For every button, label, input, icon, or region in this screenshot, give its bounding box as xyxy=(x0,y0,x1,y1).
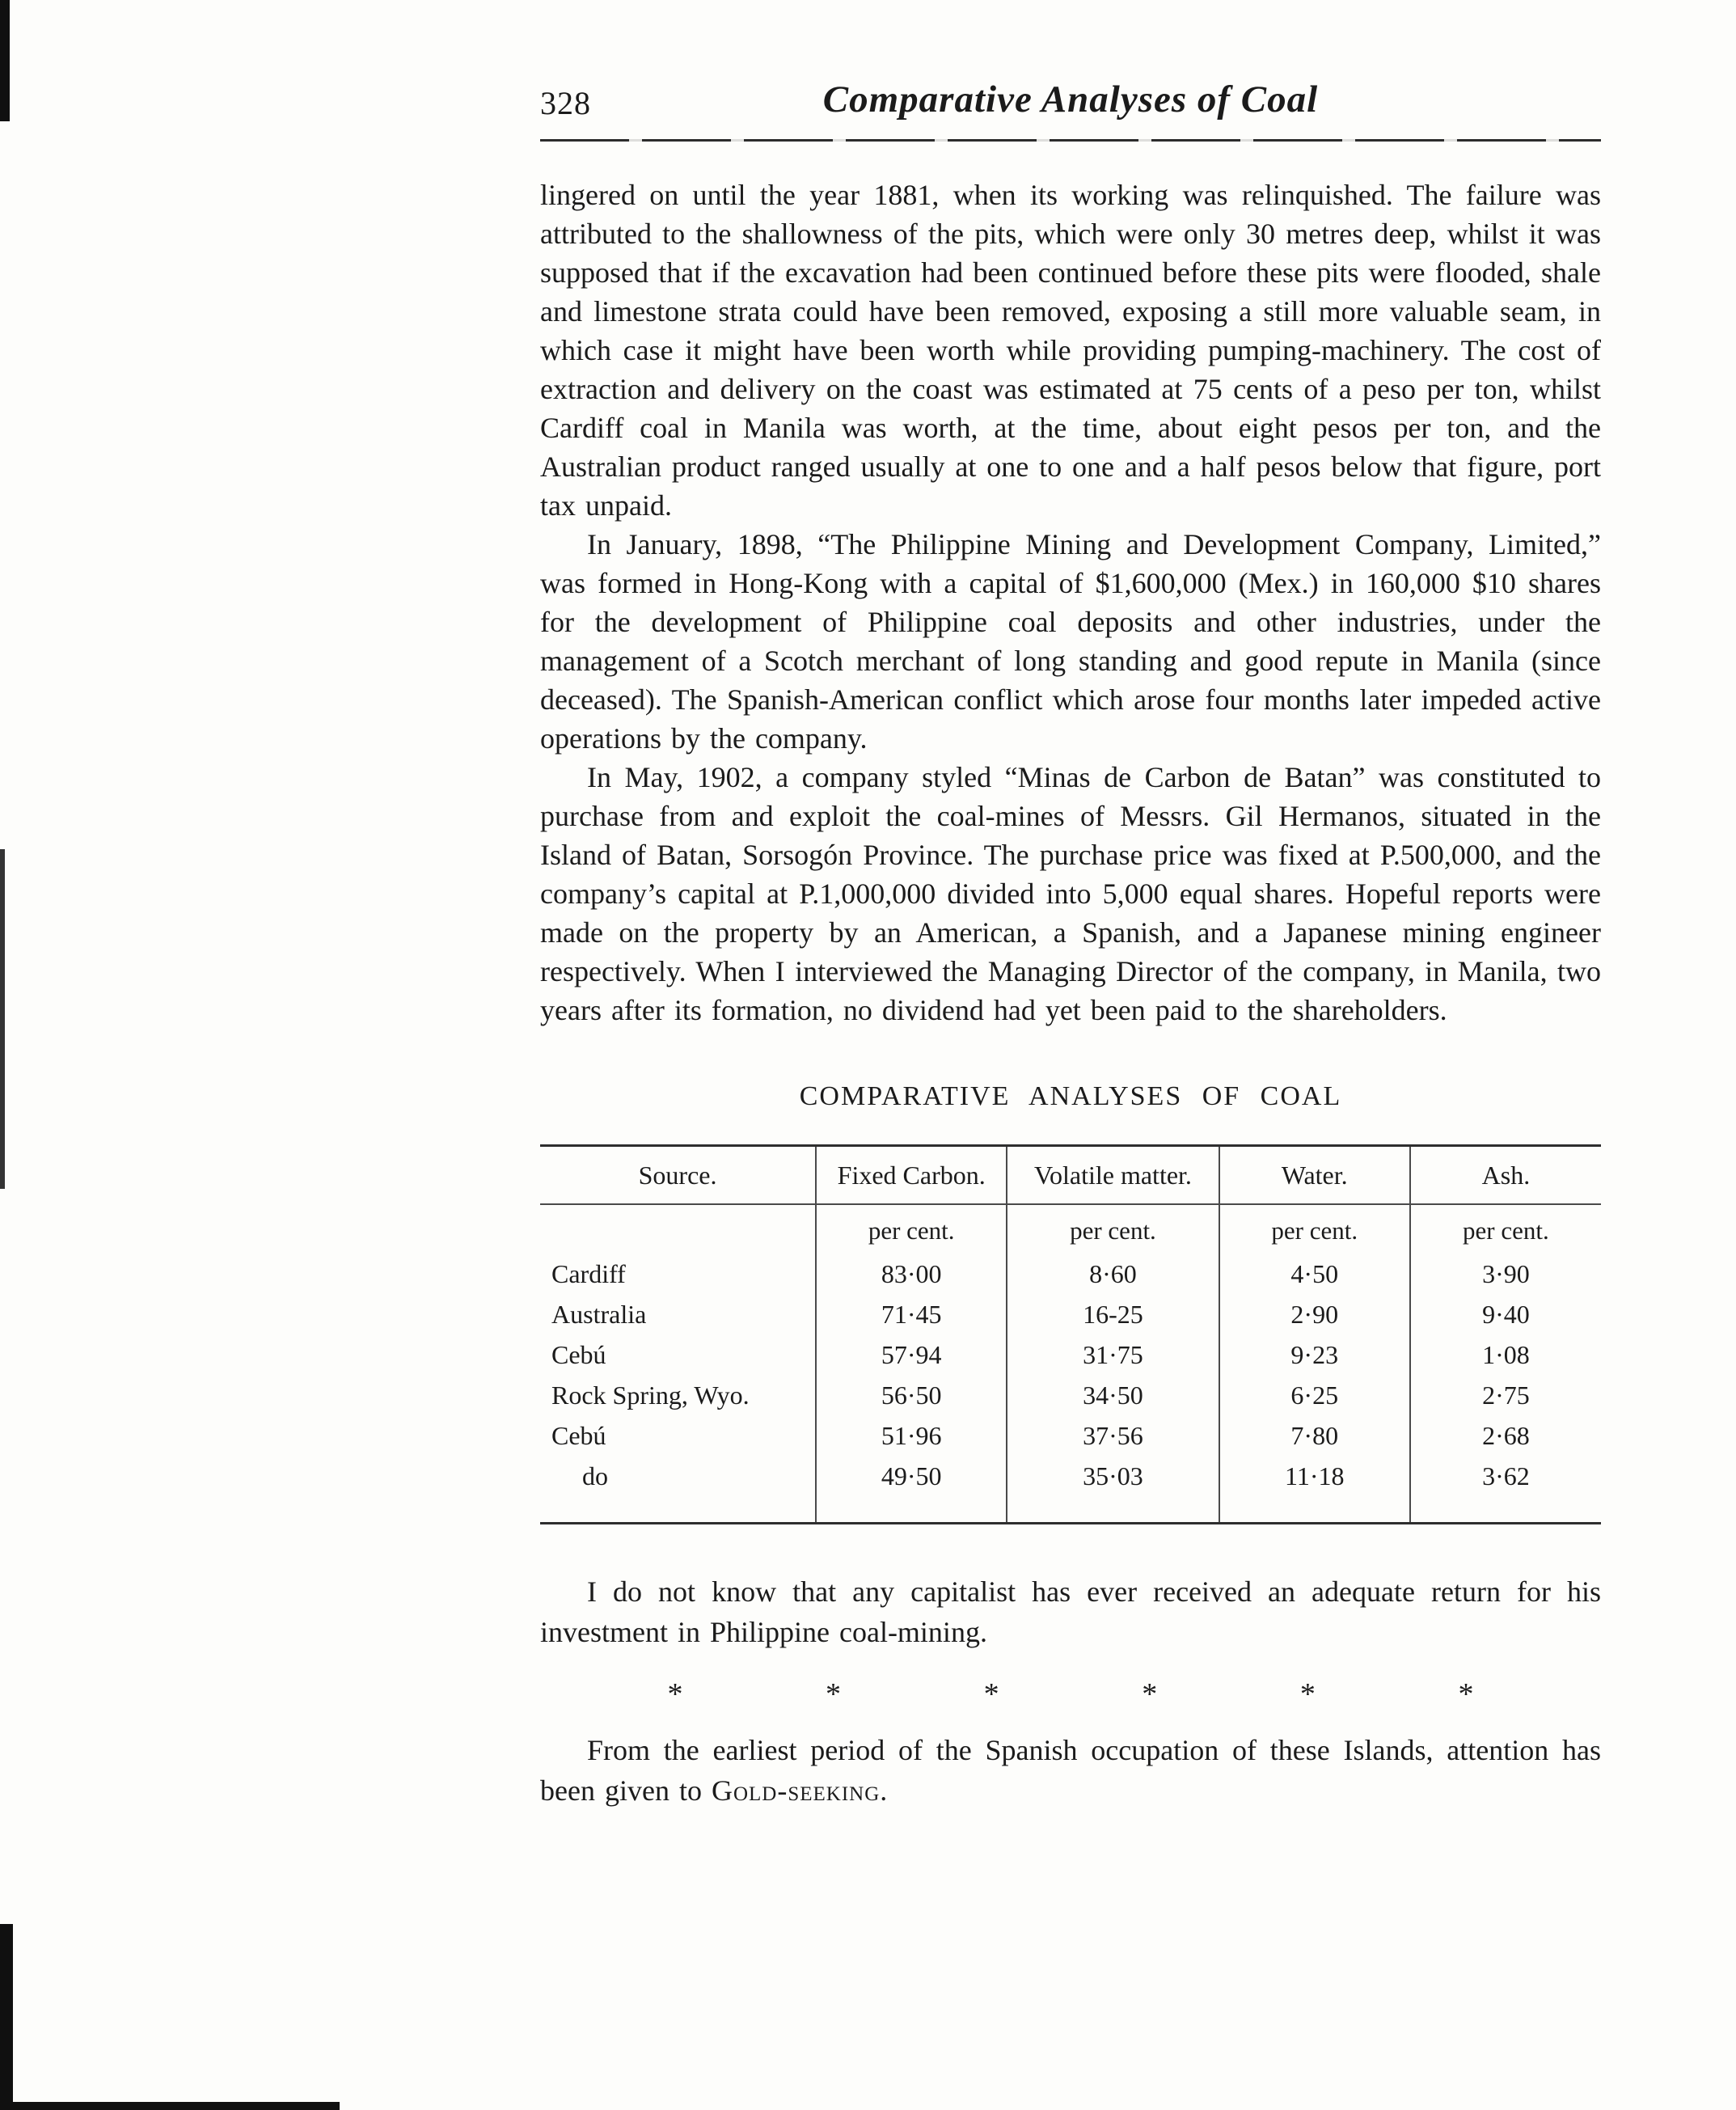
table-header-row xyxy=(540,1146,1601,1205)
table-title: COMPARATIVE ANALYSES OF COAL xyxy=(799,1081,1342,1111)
value-cell: 2·68 xyxy=(1410,1415,1601,1456)
column-header-ash: Ash. xyxy=(1410,1146,1601,1205)
page-content xyxy=(540,78,1601,1811)
body-text xyxy=(540,175,1601,1030)
value-cell: 9·40 xyxy=(1410,1294,1601,1334)
paragraph-text: . xyxy=(880,1774,888,1808)
column-header-volatile-matter: Volatile matter. xyxy=(1007,1146,1219,1205)
table-unit-row xyxy=(540,1204,1601,1254)
source-cell: Australia xyxy=(551,1300,647,1330)
value-cell: 6·25 xyxy=(1219,1375,1410,1415)
column-header-fixed-carbon: Fixed Carbon. xyxy=(816,1146,1007,1205)
paragraph xyxy=(540,1730,1601,1811)
source-cell: Cebú xyxy=(551,1340,606,1370)
table-row xyxy=(540,1294,1601,1334)
value-cell: 11·18 xyxy=(1219,1456,1410,1524)
source-cell: Cebú xyxy=(551,1421,606,1451)
value-cell: 37·56 xyxy=(1007,1415,1219,1456)
source-cell: Cardiff xyxy=(551,1259,626,1289)
value-cell: 3·62 xyxy=(1410,1456,1601,1524)
value-cell: 56·50 xyxy=(816,1375,1007,1415)
paragraph: In January, 1898, “The Philippine Mining and Development Company, Limited,” was formed in Hong-Kong with a capital of $1,600,000 (Mex.) in 160,000 $10 shares for the development of Philippine coal deposits and other industries, under the management of a Scotch merchant of long standing and good repute in Manila (since deceased). The Spanish-American conflict which arose four months later impeded active operations by the company. xyxy=(540,528,1601,755)
unit-cell: per cent. xyxy=(816,1204,1007,1254)
scan-artifact xyxy=(0,849,5,1189)
closing-text xyxy=(540,1571,1601,1811)
value-cell: 16-25 xyxy=(1007,1294,1219,1334)
running-title: Comparative Analyses of Coal xyxy=(822,78,1319,121)
value-cell: 71·45 xyxy=(816,1294,1007,1334)
value-cell: 49·50 xyxy=(816,1456,1007,1524)
paragraph: I do not know that any capitalist has ever received an adequate return for his investment in Philippine coal-mining. xyxy=(540,1575,1601,1649)
value-cell: 2·90 xyxy=(1219,1294,1410,1334)
paragraph-text: From the earliest period of the Spanish occupation of these Islands, attention has been given to xyxy=(540,1734,1601,1808)
value-cell: 34·50 xyxy=(1007,1375,1219,1415)
coal-table-section xyxy=(540,1081,1601,1524)
value-cell: 8·60 xyxy=(1007,1254,1219,1294)
paragraph: In May, 1902, a company styled “Minas de Carbon de Batan” was constituted to purchase from and exploit the coal-mines of Messrs. Gil Hermanos, situated in the Island of Batan, Sorsogón Province. The purchase price was fixed at P.500,000, and the company’s capital at P.1,000,000 divided into 5,000 equal shares. Hopeful reports were made on the property by an American, a Spanish, and a Japanese mining engineer respectively. When I interviewed the Managing Director of the company, in Manila, two years after its formation, no dividend had yet been paid to the shareholders. xyxy=(540,761,1601,1026)
source-cell: do xyxy=(582,1461,608,1491)
page-number: 328 xyxy=(540,85,591,121)
value-cell: 57·94 xyxy=(816,1334,1007,1375)
value-cell: 7·80 xyxy=(1219,1415,1410,1456)
asterisk: * xyxy=(1458,1677,1474,1712)
table-row xyxy=(540,1415,1601,1456)
column-header-water: Water. xyxy=(1219,1146,1410,1205)
table-row xyxy=(540,1334,1601,1375)
value-cell: 51·96 xyxy=(816,1415,1007,1456)
table-row xyxy=(540,1375,1601,1415)
column-header-source: Source. xyxy=(540,1146,816,1205)
header-rule xyxy=(540,139,1601,142)
value-cell: 31·75 xyxy=(1007,1334,1219,1375)
value-cell: 1·08 xyxy=(1410,1334,1601,1375)
asterisk: * xyxy=(983,1677,999,1712)
unit-cell xyxy=(540,1204,816,1254)
scan-artifact xyxy=(0,2102,340,2110)
value-cell: 4·50 xyxy=(1219,1254,1410,1294)
gold-seeking-term: Gold-seeking xyxy=(711,1774,881,1808)
asterisk: * xyxy=(667,1677,683,1712)
source-cell: Rock Spring, Wyo. xyxy=(551,1381,750,1410)
value-cell: 3·90 xyxy=(1410,1254,1601,1294)
table-row xyxy=(540,1254,1601,1294)
coal-analysis-table xyxy=(540,1144,1601,1524)
value-cell: 9·23 xyxy=(1219,1334,1410,1375)
unit-cell: per cent. xyxy=(1219,1204,1410,1254)
value-cell: 35·03 xyxy=(1007,1456,1219,1524)
paragraph: lingered on until the year 1881, when its working was relinquished. The failure was attributed to the shallowness of the pits, which were only 30 metres deep, whilst it was supposed that if the excavation had been continued before these pits were flooded, shale and limestone strata could have been removed, exposing a still more valuable seam, in which case it might have been worth while providing pumping-machinery. The cost of extraction and delivery on the coast was estimated at 75 cents of a peso per ton, whilst Cardiff coal in Manila was worth, at the time, about eight pesos per ton, and the Australian product ranged usually at one to one and a half pesos below that figure, port tax unpaid. xyxy=(540,179,1601,522)
asterisk: * xyxy=(1299,1677,1316,1712)
asterisk: * xyxy=(826,1677,842,1712)
unit-cell: per cent. xyxy=(1007,1204,1219,1254)
scan-artifact xyxy=(0,0,10,121)
scan-artifact xyxy=(0,1924,13,2110)
table-row xyxy=(540,1456,1601,1524)
section-separator xyxy=(667,1677,1473,1712)
page-header xyxy=(540,78,1601,134)
asterisk: * xyxy=(1142,1677,1158,1712)
unit-cell: per cent. xyxy=(1410,1204,1601,1254)
value-cell: 2·75 xyxy=(1410,1375,1601,1415)
value-cell: 83·00 xyxy=(816,1254,1007,1294)
